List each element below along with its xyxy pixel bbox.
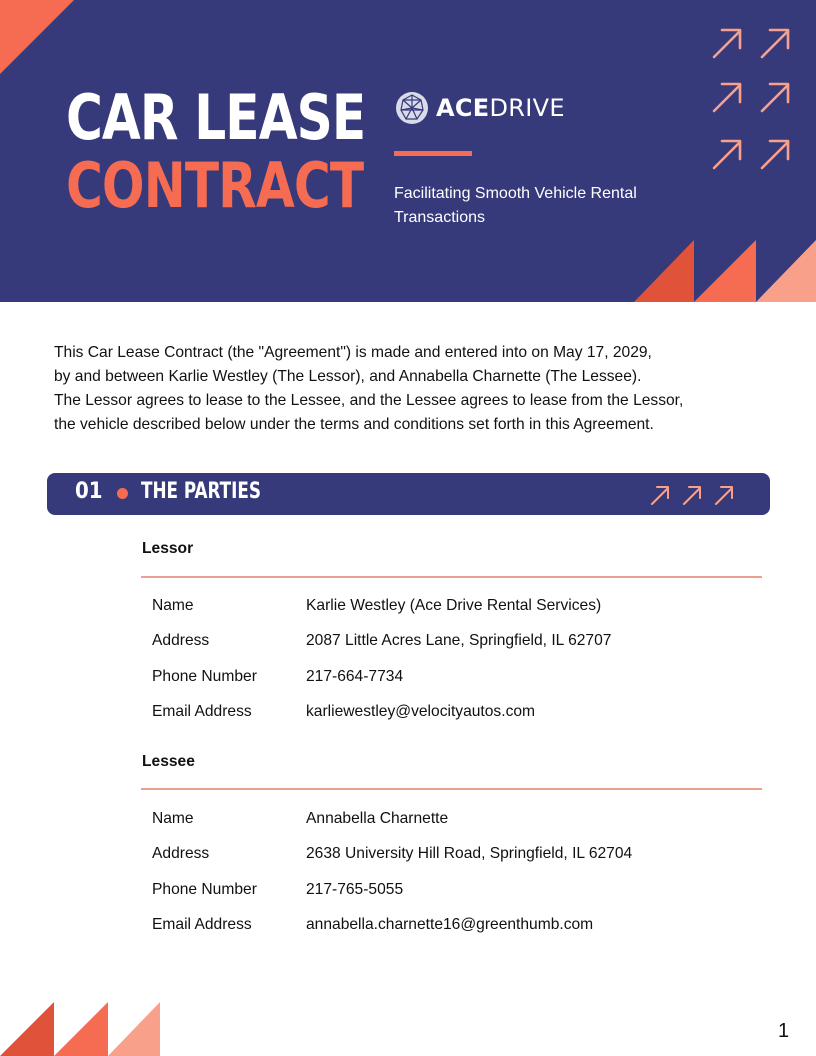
lessor-divider — [141, 576, 762, 578]
field-value: karliewestley@velocityautos.com — [306, 703, 536, 721]
brand-name — [436, 94, 565, 122]
field-label: Email Address — [152, 916, 252, 934]
table-row — [152, 801, 632, 837]
lessee-divider — [141, 788, 762, 790]
field-value: 2087 Little Acres Lane, Springfield, IL 62707 — [306, 632, 612, 650]
footer-triangle-decoration — [0, 1000, 162, 1056]
accent-bar — [394, 151, 472, 156]
bullet-dot-icon — [117, 488, 128, 499]
arrow-icon — [762, 84, 788, 111]
table-row — [152, 872, 632, 908]
field-label: Address — [152, 632, 210, 650]
table-row — [152, 837, 632, 873]
intro-line: by and between Karlie Westley (The Lessor), and Annabella Charnette (The Lessee). — [54, 368, 642, 385]
globe-icon — [394, 90, 430, 126]
field-value: Karlie Westley (Ace Drive Rental Services) — [306, 596, 602, 614]
triangle-row-decoration — [632, 238, 816, 302]
arrow-icon — [714, 141, 740, 168]
field-value: Annabella Charnette — [306, 809, 449, 827]
table-row — [152, 624, 611, 660]
section-number: 01 — [75, 479, 103, 504]
lessee-label: Lessee — [142, 753, 195, 770]
arrow-icon — [762, 30, 788, 57]
brand-logo — [394, 90, 565, 126]
corner-triangle-decoration — [0, 0, 76, 76]
table-row — [152, 588, 611, 624]
arrow-icon — [714, 30, 740, 57]
arrow-icon — [714, 84, 740, 111]
section-title: THE PARTIES — [141, 479, 262, 504]
table-row — [152, 695, 611, 731]
field-label: Name — [152, 596, 194, 614]
brand-name-bold: ACE — [436, 94, 490, 122]
page-number: 1 — [778, 1020, 790, 1042]
field-value: 2638 University Hill Road, Springfield, IL 62704 — [306, 845, 633, 863]
field-label: Address — [152, 845, 210, 863]
field-label: Phone Number — [152, 880, 257, 898]
tagline: Facilitating Smooth Vehicle Rental Transactions — [394, 185, 637, 226]
intro-line: The Lessor agrees to lease to the Lessee, and the Lessee agrees to lease from the Lessor, — [54, 392, 684, 409]
field-value: 217-664-7734 — [306, 667, 404, 685]
header-banner — [0, 0, 816, 302]
field-label: Email Address — [152, 703, 252, 721]
field-value: 217-765-5055 — [306, 880, 404, 898]
arrow-icon — [762, 141, 788, 168]
arrow-row-decoration — [649, 483, 749, 507]
lessee-table — [152, 801, 632, 943]
intro-line: This Car Lease Contract (the "Agreement") is made and entered into on May 17, 2029, — [54, 344, 652, 361]
section-header-parties — [47, 473, 770, 515]
intro-line: the vehicle described below under the terms and conditions set forth in this Agreement. — [54, 416, 654, 433]
table-row — [152, 908, 632, 944]
table-row — [152, 659, 611, 695]
field-label: Phone Number — [152, 667, 257, 685]
field-label: Name — [152, 809, 194, 827]
lessor-label: Lessor — [142, 540, 194, 557]
arrow-grid-decoration — [700, 22, 800, 172]
title-line-1: CAR LEASE — [66, 81, 366, 154]
field-value: annabella.charnette16@greenthumb.com — [306, 916, 594, 934]
brand-name-light: DRIVE — [489, 94, 565, 122]
intro-paragraph — [54, 341, 774, 437]
lessor-table — [152, 588, 611, 730]
title-line-2: CONTRACT — [66, 149, 364, 222]
document-title — [66, 81, 366, 222]
